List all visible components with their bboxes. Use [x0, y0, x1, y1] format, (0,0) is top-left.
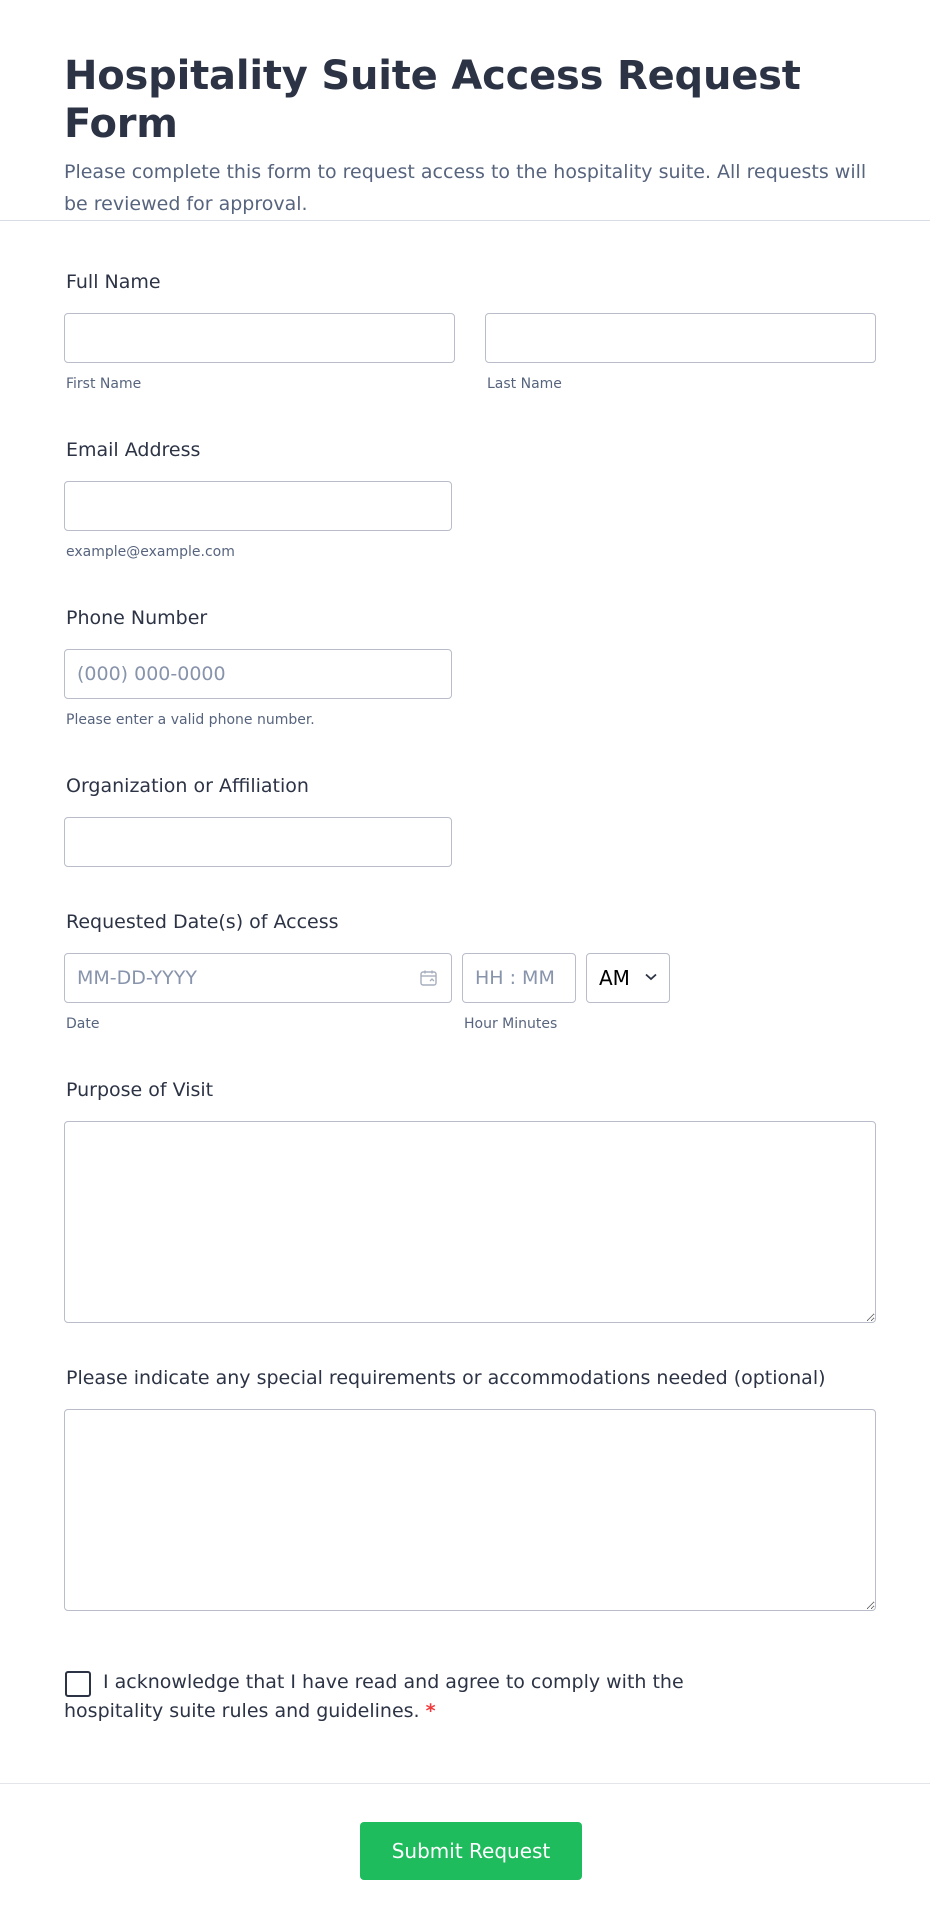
date-input[interactable] [64, 953, 452, 1003]
acknowledge-text [64, 1668, 784, 1726]
phone-label: Phone Number [66, 607, 208, 629]
footer-divider [0, 1783, 930, 1784]
email-input[interactable] [64, 481, 452, 531]
purpose-label: Purpose of Visit [66, 1079, 214, 1101]
last-name-sublabel: Last Name [487, 376, 562, 392]
time-sublabel: Hour Minutes [464, 1016, 558, 1032]
special-requirements-textarea[interactable] [64, 1409, 876, 1611]
organization-label: Organization or Affiliation [66, 775, 309, 797]
ampm-select[interactable] [586, 953, 670, 1003]
form-header [0, 0, 930, 221]
date-sublabel: Date [66, 1016, 100, 1032]
first-name-sublabel: First Name [66, 376, 142, 392]
last-name-input[interactable] [485, 313, 876, 363]
phone-input[interactable] [64, 649, 452, 699]
submit-request-button[interactable]: Submit Request [360, 1822, 582, 1880]
form-title: Hospitality Suite Access Request Form [64, 53, 801, 147]
first-name-input[interactable] [64, 313, 455, 363]
email-label: Email Address [66, 439, 201, 461]
phone-sublabel: Please enter a valid phone number. [66, 712, 315, 728]
purpose-textarea[interactable] [64, 1121, 876, 1323]
chevron-down-icon [645, 973, 657, 981]
full-name-label: Full Name [66, 271, 161, 293]
acknowledge-label: I acknowledge that I have read and agree to comply with the hospitality suite rules and guidelines. [64, 1671, 684, 1722]
form-subtitle: Please complete this form to request access to the hospitality suite. All requests will be reviewed for approval. [64, 161, 867, 215]
ampm-value: AM [599, 966, 630, 990]
required-asterisk: * [425, 1700, 436, 1722]
special-requirements-label: Please indicate any special requirements or accommodations needed (optional) [66, 1367, 826, 1389]
email-sublabel: example@example.com [66, 544, 235, 560]
access-date-label: Requested Date(s) of Access [66, 911, 339, 933]
calendar-icon[interactable] [420, 970, 438, 986]
organization-input[interactable] [64, 817, 452, 867]
time-input[interactable] [462, 953, 576, 1003]
